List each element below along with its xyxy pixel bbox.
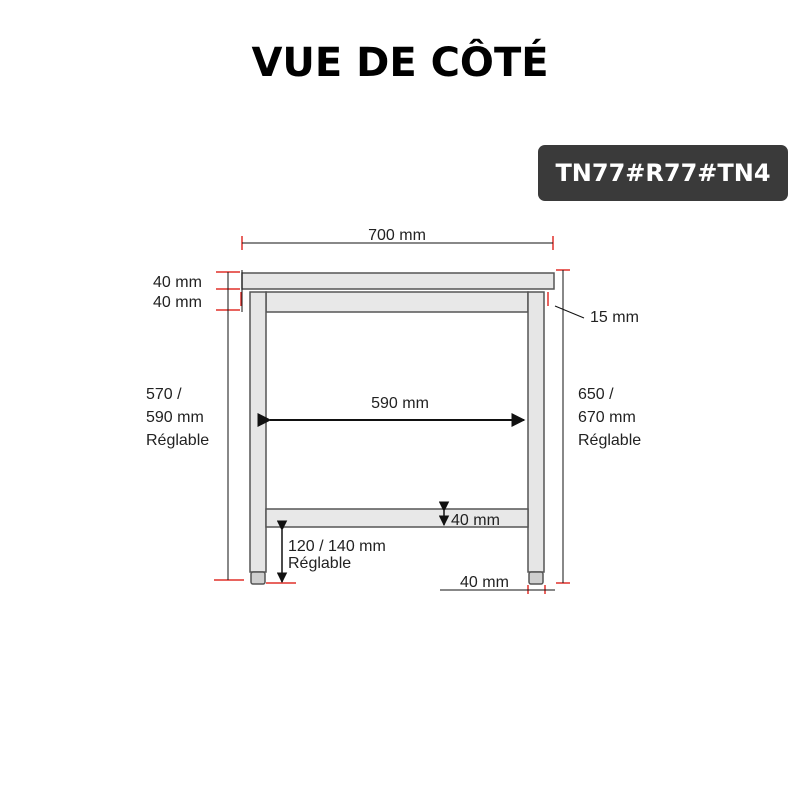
foot-height-label-2: Réglable xyxy=(288,555,352,572)
right-height-label-1: 650 / xyxy=(578,386,614,403)
apron-height-label: 40 mm xyxy=(153,294,202,311)
right-foot xyxy=(529,572,543,584)
page-title: VUE DE CÔTÉ xyxy=(251,40,549,86)
left-leg xyxy=(250,292,266,572)
left-height-label-2: 590 mm xyxy=(146,409,204,426)
left-foot xyxy=(251,572,265,584)
right-leg xyxy=(528,292,544,572)
foot-height-label-1: 120 / 140 mm xyxy=(288,538,386,555)
leg-inset-label: 15 mm xyxy=(590,309,639,326)
reference-badge: TN77#R77#TN4 xyxy=(538,145,788,201)
inner-width-label: 590 mm xyxy=(371,395,429,412)
overall-width-label: 700 mm xyxy=(368,227,426,244)
top-thickness-label: 40 mm xyxy=(153,274,202,291)
left-height-label-3: Réglable xyxy=(146,432,210,449)
right-height-label-2: 670 mm xyxy=(578,409,636,426)
left-height-label-1: 570 / xyxy=(146,386,182,403)
worktop xyxy=(242,273,554,289)
leg-width-label: 40 mm xyxy=(460,574,509,591)
apron xyxy=(266,292,528,312)
shelf-thickness-label: 40 mm xyxy=(451,512,500,529)
right-height-label-3: Réglable xyxy=(578,432,642,449)
